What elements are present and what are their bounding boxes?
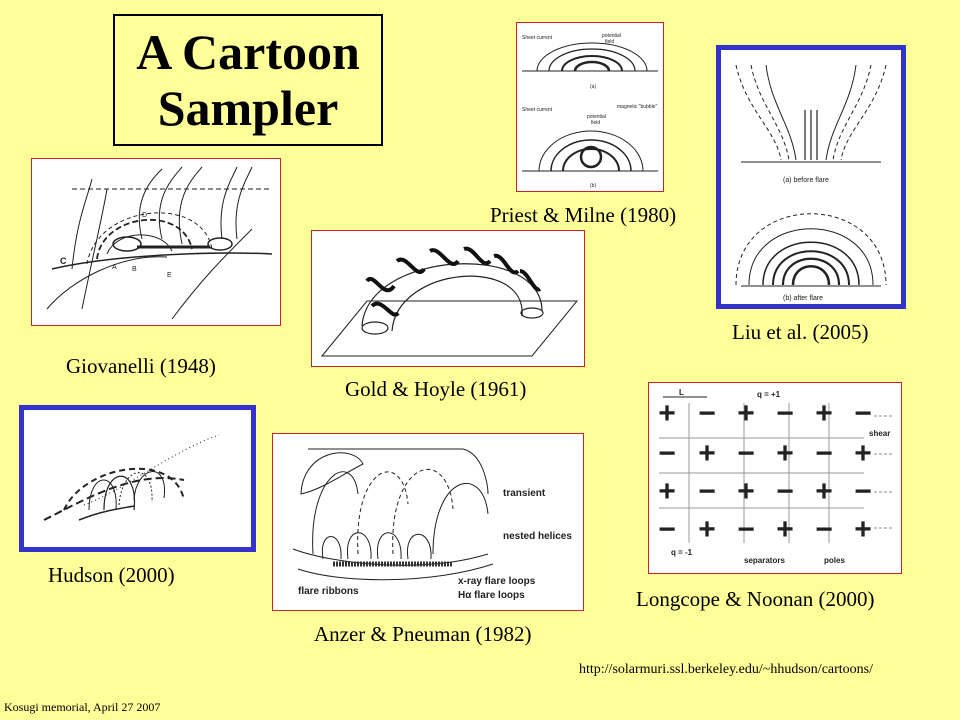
sign-r1-c4: − [815,437,833,470]
sign-r1-c3: + [776,437,794,470]
sign-r0-c3: − [776,397,794,430]
priest-label-field-bottom: field [591,120,601,126]
anzer-label-helices: nested helices [503,531,572,542]
gold-hoyle-caption: Gold & Hoyle (1961) [345,377,527,401]
giovanelli-label-c: C [60,256,67,266]
hudson-panel [19,405,256,552]
longcope-sign-grid [658,397,872,546]
anzer-pneuman-caption: Anzer & Pneuman (1982) [314,622,532,646]
giovanelli-label-e: E [167,272,172,279]
sign-r2-c5: − [854,475,872,508]
sign-r1-c2: − [737,437,755,470]
priest-milne-panel [516,22,664,192]
sign-r2-c0: + [658,475,676,508]
sign-r1-c5: + [854,437,872,470]
source-url: http://solarmuri.ssl.berkeley.edu/~hhudson/cartoons/ [579,662,874,677]
sign-r3-c0: − [658,513,676,546]
giovanelli-diagram [32,159,280,325]
sign-r2-c2: + [737,475,755,508]
sign-r3-c1: + [698,513,716,546]
sign-r1-c1: + [698,437,716,470]
title-box [113,14,383,146]
giovanelli-label-a: A [112,264,117,271]
priest-label-sheet-top: Sheet current [522,35,553,41]
longcope-noonan-diagram [649,383,901,573]
hudson-diagram [24,410,251,547]
footer-text: Kosugi memorial, April 27 2007 [4,700,161,714]
sign-r3-c5: + [854,513,872,546]
longcope-noonan-panel [648,382,902,574]
anzer-label-halpha: Hα flare loops [458,590,525,601]
priest-label-field-top: field [605,39,615,45]
sign-r2-c3: − [776,475,794,508]
sign-r1-c0: − [658,437,676,470]
liu-diagram [721,50,901,304]
longcope-noonan-caption: Longcope & Noonan (2000) [636,587,875,611]
anzer-pneuman-panel [272,433,584,611]
anzer-label-ribbons: flare ribbons [298,586,359,597]
sign-r2-c4: + [815,475,833,508]
priest-milne-caption: Priest & Milne (1980) [490,203,677,227]
priest-label-a: (a) [590,84,597,90]
anzer-pneuman-diagram [273,434,583,610]
priest-label-b: (b) [590,183,597,189]
priest-label-sheet-bottom: Sheet current [522,107,553,113]
sign-r0-c4: + [815,397,833,430]
title-line-1: A Cartoon [136,24,360,80]
longcope-label-shear: shear [869,429,891,438]
sign-r3-c2: − [737,513,755,546]
title-line-2: Sampler [157,80,339,136]
giovanelli-label-d: D [142,212,148,219]
sign-r2-c1: − [698,475,716,508]
sign-r0-c5: − [854,397,872,430]
giovanelli-caption: Giovanelli (1948) [66,354,216,378]
giovanelli-label-b: B [132,266,137,273]
priest-milne-diagram [517,23,663,191]
liu-label-before: (a) before flare [783,177,829,184]
priest-label-bubble: magnetic "bubble" [617,104,658,110]
longcope-label-separators: separators [744,556,785,565]
sign-r3-c3: + [776,513,794,546]
longcope-label-q-plus: q = +1 [757,390,781,399]
sign-r0-c0: + [658,397,676,430]
sign-r0-c1: − [698,397,716,430]
hudson-caption: Hudson (2000) [48,563,175,587]
sign-r0-c2: + [737,397,755,430]
gold-hoyle-diagram [312,231,584,366]
liu-panel [716,45,906,309]
priest-label-potential-top: potential [602,33,621,39]
liu-label-after: (b) after flare [783,295,824,302]
longcope-label-poles: poles [824,556,845,565]
giovanelli-panel [31,158,281,326]
liu-caption: Liu et al. (2005) [732,320,869,344]
sign-r3-c4: − [815,513,833,546]
longcope-label-L: L [679,388,684,397]
gold-hoyle-panel [311,230,585,367]
anzer-label-xray: x-ray flare loops [458,576,536,587]
longcope-label-q-minus: q = -1 [671,548,693,557]
anzer-label-transient: transient [503,488,546,499]
priest-label-potential-bottom: potential [587,114,606,120]
